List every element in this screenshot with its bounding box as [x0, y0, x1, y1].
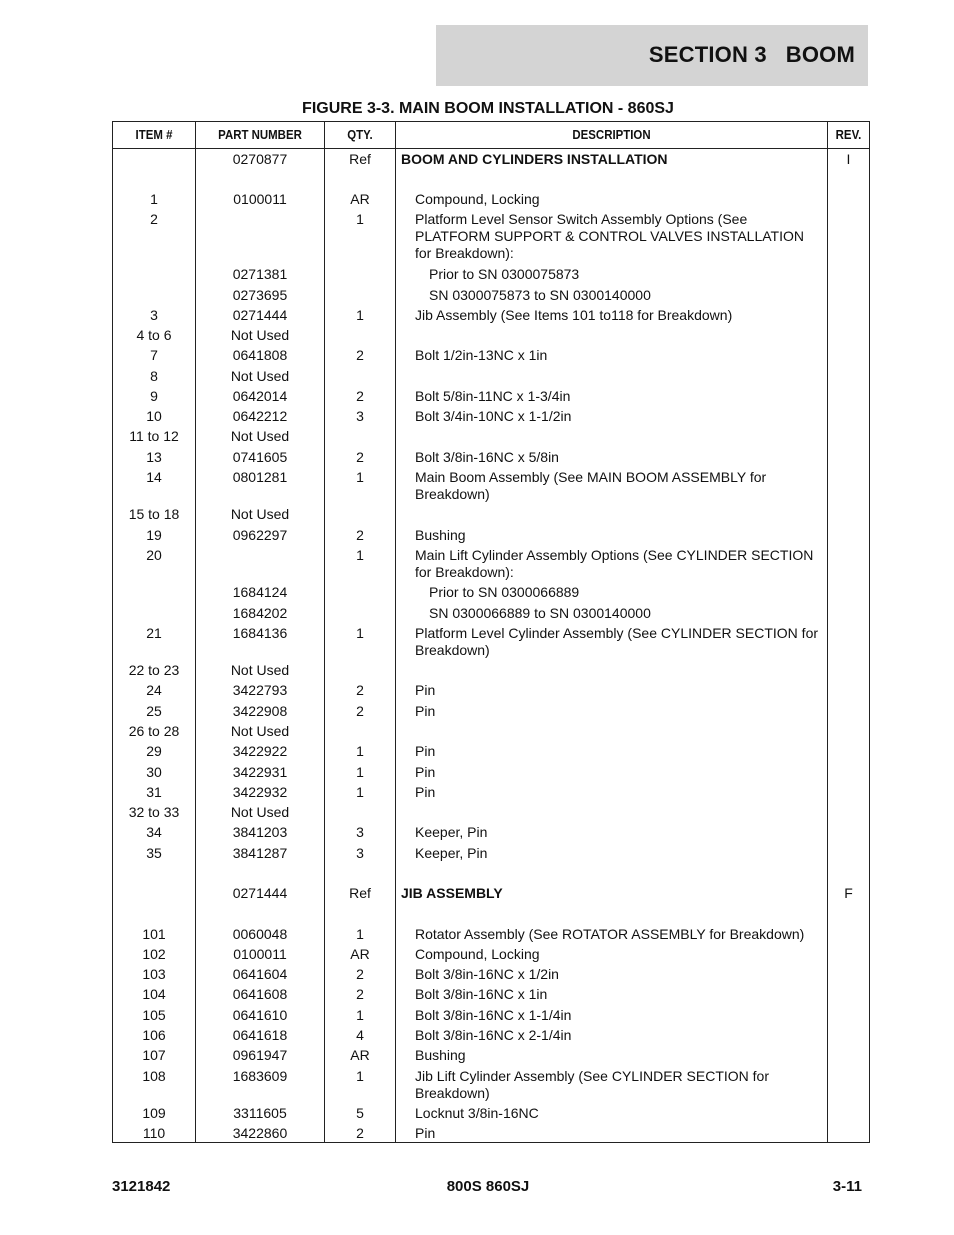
description-cell: Jib Lift Cylinder Assembly (See CYLINDER SECTION for Breakdown): [415, 1068, 769, 1101]
part-number-cell: 0271381: [232, 266, 288, 282]
table-row: [113, 682, 869, 700]
item-number-cell: 1: [150, 191, 158, 207]
part-number-cell: 0641608: [232, 986, 288, 1002]
item-number-cell: 108: [142, 1068, 166, 1084]
part-number-cell: 0741605: [232, 449, 288, 465]
description-cell: Compound, Locking: [415, 191, 540, 207]
part-number-cell: 0271444: [232, 307, 288, 323]
item-number-cell: 11 to 12: [129, 428, 179, 444]
part-number-cell: 0642212: [232, 408, 288, 424]
table-row: [113, 547, 869, 580]
table-row: [113, 1007, 869, 1025]
quantity-cell: 5: [356, 1105, 364, 1121]
table-row: [113, 804, 869, 822]
part-number-cell: 0100011: [233, 946, 287, 962]
description-cell: Main Boom Assembly (See MAIN BOOM ASSEMBLY for Breakdown): [415, 469, 767, 502]
quantity-cell: 2: [356, 527, 364, 543]
part-number-cell: 1684202: [232, 605, 288, 621]
item-number-cell: 35: [146, 845, 162, 861]
part-number-cell: 0642014: [232, 388, 288, 404]
part-number-cell: 3841203: [232, 824, 288, 840]
table-row: [113, 723, 869, 741]
description-cell: Keeper, Pin: [415, 845, 488, 861]
revision-cell: F: [844, 885, 853, 901]
table-row: [113, 743, 869, 761]
item-number-cell: 31: [146, 784, 162, 800]
table-row: [113, 266, 869, 284]
description-cell: SN 0300066889 to SN 0300140000: [429, 605, 651, 621]
item-number-cell: 34: [146, 824, 162, 840]
quantity-cell: 3: [356, 845, 364, 861]
part-number-cell: Not Used: [230, 327, 290, 343]
part-number-cell: 3422931: [232, 764, 288, 780]
item-number-cell: 106: [142, 1027, 166, 1043]
table-row: [113, 469, 869, 502]
quantity-cell: AR: [350, 946, 370, 962]
header-divider: [113, 148, 869, 149]
section-title: SECTION 3 BOOM: [648, 42, 855, 67]
table-row: [113, 347, 869, 365]
part-number-cell: 3422793: [232, 682, 288, 698]
quantity-cell: 1: [356, 469, 364, 485]
item-number-cell: 109: [142, 1105, 166, 1121]
quantity-cell: Ref: [349, 151, 371, 167]
description-cell: Pin: [415, 784, 436, 800]
part-number-cell: Not Used: [230, 428, 290, 444]
part-number-cell: 0641618: [232, 1027, 288, 1043]
description-cell: Bolt 3/8in-16NC x 2-1/4in: [415, 1027, 572, 1043]
part-number-cell: 3841287: [232, 845, 288, 861]
item-number-cell: 14: [146, 469, 162, 485]
item-number-cell: 9: [150, 388, 158, 404]
table-row: [113, 584, 869, 602]
part-number-cell: 0641610: [232, 1007, 288, 1023]
quantity-cell: 1: [356, 926, 364, 942]
part-number-cell: 3311605: [233, 1105, 287, 1121]
description-cell: Bolt 3/4in-10NC x 1-1/2in: [415, 408, 572, 424]
item-number-cell: 3: [150, 307, 158, 323]
quantity-cell: 2: [356, 388, 364, 404]
item-number-cell: 4 to 6: [136, 327, 172, 343]
quantity-cell: 2: [356, 986, 364, 1002]
table-row: [113, 191, 869, 209]
item-number-cell: 13: [146, 449, 162, 465]
item-number-cell: 19: [146, 527, 162, 543]
table-row: [113, 703, 869, 721]
quantity-cell: 1: [356, 211, 364, 227]
part-number-cell: 1683609: [232, 1068, 288, 1084]
item-number-cell: 32 to 33: [128, 804, 180, 820]
item-number-cell: 10: [146, 408, 162, 424]
quantity-cell: 1: [356, 625, 364, 641]
quantity-cell: 1: [356, 743, 364, 759]
figure-title: FIGURE 3-3. MAIN BOOM INSTALLATION - 860SJ: [302, 100, 674, 117]
quantity-cell: 1: [356, 1068, 364, 1084]
item-number-cell: 7: [150, 347, 158, 363]
quantity-cell: 2: [356, 682, 364, 698]
part-number-cell: 0641808: [232, 347, 288, 363]
table-row: [113, 327, 869, 345]
item-number-cell: 102: [142, 946, 166, 962]
part-number-cell: Not Used: [230, 662, 290, 678]
part-number-cell: 0641604: [232, 966, 288, 982]
column-header-qty: QTY.: [347, 127, 373, 142]
description-cell: Jib Assembly (See Items 101 to118 for Breakdown): [415, 307, 733, 323]
table-row: [113, 1125, 869, 1143]
description-cell: Bolt 3/8in-16NC x 1in: [415, 986, 548, 1002]
part-number-cell: 0961947: [232, 1047, 288, 1063]
quantity-cell: 2: [356, 1125, 364, 1141]
item-number-cell: 25: [146, 703, 162, 719]
item-number-cell: 15 to 18: [128, 506, 180, 522]
table-row: [113, 966, 869, 984]
section-header: [436, 25, 868, 86]
description-cell: Prior to SN 0300066889: [429, 584, 580, 600]
description-cell: Pin: [415, 764, 436, 780]
table-row: [113, 151, 869, 169]
parts-table: [112, 121, 870, 1143]
description-cell: Bolt 1/2in-13NC x 1in: [415, 347, 548, 363]
item-number-cell: 8: [150, 368, 158, 384]
description-cell: Bolt 3/8in-16NC x 1/2in: [415, 966, 559, 982]
part-number-cell: 0962297: [232, 527, 288, 543]
description-cell: BOOM AND CYLINDERS INSTALLATION: [401, 151, 668, 167]
table-row: [113, 449, 869, 467]
table-row: [113, 1027, 869, 1045]
quantity-cell: 2: [356, 703, 364, 719]
table-row: [113, 287, 869, 305]
item-number-cell: 20: [146, 547, 162, 563]
footer-page-number: 3-11: [832, 1178, 862, 1195]
part-number-cell: 3422932: [232, 784, 288, 800]
description-cell: Platform Level Sensor Switch Assembly Options (See PLATFORM SUPPORT & CONTROL VALVES INSTALLATION for Breakdown):: [415, 211, 804, 261]
quantity-cell: 2: [356, 347, 364, 363]
item-number-cell: 22 to 23: [128, 662, 180, 678]
quantity-cell: 1: [356, 764, 364, 780]
item-number-cell: 105: [142, 1007, 166, 1023]
description-cell: Bushing: [415, 1047, 466, 1063]
column-header-description: DESCRIPTION: [572, 127, 651, 142]
table-row: [113, 428, 869, 446]
description-cell: Bushing: [415, 527, 466, 543]
description-cell: Bolt 3/8in-16NC x 1-1/4in: [415, 1007, 572, 1023]
item-number-cell: 26 to 28: [128, 723, 180, 739]
table-row: [113, 605, 869, 623]
part-number-cell: Not Used: [230, 506, 290, 522]
description-cell: Compound, Locking: [415, 946, 540, 962]
description-cell: Keeper, Pin: [415, 824, 488, 840]
table-row: [113, 388, 869, 406]
table-row: [113, 307, 869, 325]
revision-cell: I: [846, 151, 851, 167]
quantity-cell: 2: [356, 449, 364, 465]
table-row: [113, 408, 869, 426]
table-row: [113, 211, 869, 261]
part-number-cell: 3422922: [232, 743, 288, 759]
column-header-rev: REV.: [835, 127, 862, 142]
description-cell: Pin: [415, 682, 436, 698]
table-row: [113, 662, 869, 680]
description-cell: Pin: [415, 1125, 436, 1141]
table-row: [113, 625, 869, 658]
item-number-cell: 104: [142, 986, 166, 1002]
part-number-cell: 0801281: [232, 469, 288, 485]
footer-doc-number: 3121842: [112, 1178, 171, 1195]
item-number-cell: 29: [146, 743, 162, 759]
item-number-cell: 30: [146, 764, 162, 780]
item-number-cell: 101: [142, 926, 166, 942]
table-row: [113, 824, 869, 842]
quantity-cell: AR: [350, 1047, 370, 1063]
description-cell: Rotator Assembly (See ROTATOR ASSEMBLY for Breakdown): [415, 926, 805, 942]
description-cell: Main Lift Cylinder Assembly Options (See CYLINDER SECTION for Breakdown):: [415, 547, 814, 580]
table-row: [113, 926, 869, 944]
item-number-cell: 110: [142, 1125, 166, 1141]
part-number-cell: 0271444: [232, 885, 288, 901]
table-row: [113, 1068, 869, 1101]
item-number-cell: 24: [146, 682, 162, 698]
table-row: [113, 1047, 869, 1065]
quantity-cell: 1: [356, 307, 364, 323]
column-header-item: ITEM #: [135, 127, 173, 142]
description-cell: Pin: [415, 743, 436, 759]
table-row: [113, 368, 869, 386]
description-cell: SN 0300075873 to SN 0300140000: [429, 287, 651, 303]
footer-model: 800S 860SJ: [446, 1178, 530, 1195]
description-cell: Pin: [415, 703, 436, 719]
table-row: [113, 764, 869, 782]
quantity-cell: Ref: [349, 885, 371, 901]
description-cell: Bolt 5/8in-11NC x 1-3/4in: [415, 388, 571, 404]
column-header-part-number: PART NUMBER: [218, 127, 302, 142]
description-cell: Platform Level Cylinder Assembly (See CYLINDER SECTION for Breakdown): [415, 625, 819, 658]
quantity-cell: 2: [356, 966, 364, 982]
quantity-cell: 3: [356, 824, 364, 840]
description-cell: JIB ASSEMBLY: [401, 885, 503, 901]
description-cell: Prior to SN 0300075873: [429, 266, 580, 282]
item-number-cell: 107: [142, 1047, 166, 1063]
part-number-cell: 0270877: [232, 151, 288, 167]
quantity-cell: 1: [356, 784, 364, 800]
table-row: [113, 506, 869, 524]
item-number-cell: 103: [142, 966, 166, 982]
part-number-cell: Not Used: [230, 804, 290, 820]
part-number-cell: 3422908: [232, 703, 288, 719]
table-row: [113, 784, 869, 802]
table-row: [113, 986, 869, 1004]
part-number-cell: 1684136: [232, 625, 288, 641]
item-number-cell: 21: [146, 625, 162, 641]
quantity-cell: AR: [350, 191, 370, 207]
quantity-cell: 1: [356, 1007, 364, 1023]
part-number-cell: 0273695: [232, 287, 288, 303]
quantity-cell: 3: [356, 408, 364, 424]
table-row: [113, 885, 869, 903]
part-number-cell: Not Used: [230, 368, 290, 384]
part-number-cell: 0100011: [233, 191, 287, 207]
description-cell: Bolt 3/8in-16NC x 5/8in: [415, 449, 559, 465]
quantity-cell: 1: [356, 547, 364, 563]
part-number-cell: 3422860: [232, 1125, 288, 1141]
table-row: [113, 946, 869, 964]
table-row: [113, 845, 869, 863]
part-number-cell: 0060048: [232, 926, 288, 942]
part-number-cell: 1684124: [232, 584, 288, 600]
description-cell: Locknut 3/8in-16NC: [415, 1105, 539, 1121]
quantity-cell: 4: [356, 1027, 364, 1043]
table-row: [113, 1105, 869, 1123]
part-number-cell: Not Used: [230, 723, 290, 739]
table-row: [113, 527, 869, 545]
item-number-cell: 2: [150, 211, 158, 227]
